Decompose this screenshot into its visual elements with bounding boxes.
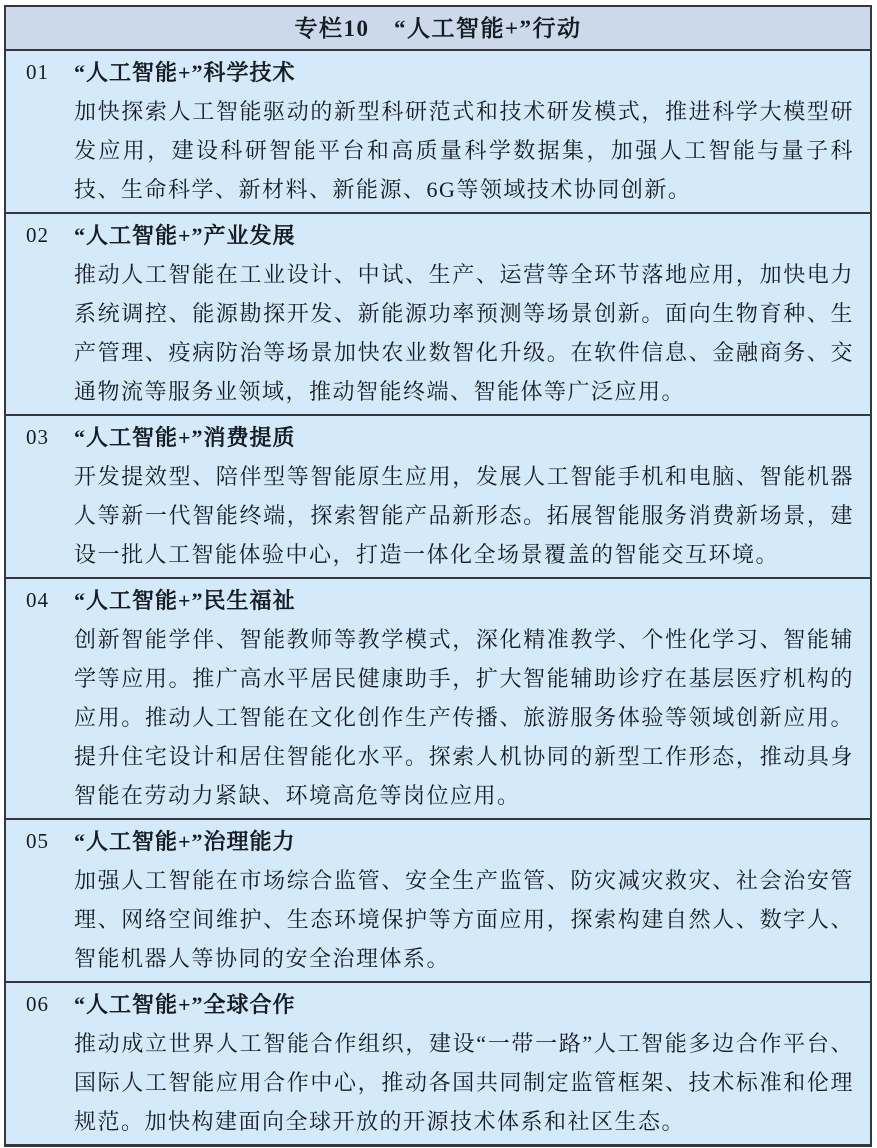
section-06: [6, 981, 870, 1144]
section-02-title: “人工智能+”产业发展: [74, 223, 296, 248]
section-01-body: 加快探索人工智能驱动的新型科研范式和技术研发模式，推进科学大模型研发应用，建设科研智能平台和高质量科学数据集，加强人工智能与量子科技、生命科学、新材料、新能源、6G等领域技术协同创新。: [74, 99, 854, 202]
section-03-body: 开发提效型、陪伴型等智能原生应用，发展人工智能手机和电脑、智能机器人等新一代智能终端，探索智能产品新形态。拓展智能服务消费新场景，建设一批人工智能体验中心，打造一体化全场景覆盖的智能交互环境。: [74, 464, 854, 567]
section-06-heading: [6, 985, 870, 1024]
section-05-heading: [6, 822, 870, 861]
section-04: [6, 577, 870, 818]
section-06-title: “人工智能+”全球合作: [74, 992, 296, 1017]
section-04-heading: [6, 581, 870, 620]
section-01-heading: [6, 53, 870, 92]
section-06-number: 06: [26, 992, 49, 1016]
section-03-heading: [6, 418, 870, 457]
section-01: [6, 51, 870, 212]
section-05-body: 加强人工智能在市场综合监管、安全生产监管、防灾减灾救灾、社会治安管理、网络空间维护、生态环境保护等方面应用，探索构建自然人、数字人、智能机器人等协同的安全治理体系。: [74, 868, 854, 971]
ai-plus-action-panel: [4, 5, 872, 1147]
panel-title: 专栏10 “人工智能+”行动: [6, 7, 870, 51]
section-02-number: 02: [26, 223, 49, 247]
section-01-number: 01: [26, 60, 49, 84]
section-04-number: 04: [26, 588, 49, 612]
section-01-title: “人工智能+”科学技术: [74, 60, 296, 85]
section-02-body: 推动人工智能在工业设计、中试、生产、运营等全环节落地应用，加快电力系统调控、能源勘探开发、新能源功率预测等场景创新。面向生物育种、生产管理、疫病防治等场景加快农业数智化升级。在软件信息、金融商务、交通物流等服务业领域，推动智能终端、智能体等广泛应用。: [74, 262, 854, 404]
section-03-number: 03: [26, 425, 49, 449]
section-05-title: “人工智能+”治理能力: [74, 829, 296, 854]
section-04-title: “人工智能+”民生福祉: [74, 588, 296, 613]
section-03-title: “人工智能+”消费提质: [74, 425, 296, 450]
section-02: [6, 212, 870, 414]
section-05: [6, 818, 870, 981]
section-06-body: 推动成立世界人工智能合作组织，建设“一带一路”人工智能多边合作平台、国际人工智能应用合作中心，推动各国共同制定监管框架、技术标准和伦理规范。加快构建面向全球开放的开源技术体系和社区生态。: [74, 1031, 854, 1134]
section-05-number: 05: [26, 829, 49, 853]
section-03: [6, 414, 870, 577]
section-02-heading: [6, 216, 870, 255]
section-04-body: 创新智能学伴、智能教师等教学模式，深化精准教学、个性化学习、智能辅学等应用。推广高水平居民健康助手，扩大智能辅助诊疗在基层医疗机构的应用。推动人工智能在文化创作生产传播、旅游服务体验等领域创新应用。提升住宅设计和居住智能化水平。探索人机协同的新型工作形态，推动具身智能在劳动力紧缺、环境高危等岗位应用。: [74, 627, 854, 808]
